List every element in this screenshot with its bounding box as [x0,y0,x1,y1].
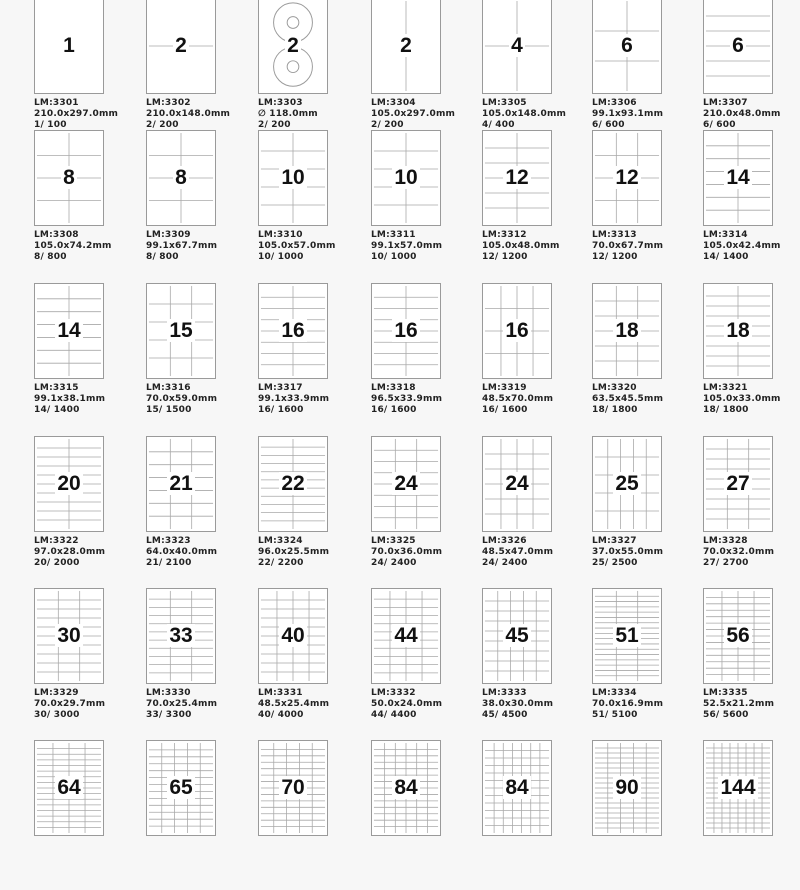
label-sheet-item[interactable] [258,436,366,586]
sheet-details [592,536,663,569]
product-code: LM:3332 [371,688,416,698]
product-code: LM:3328 [703,536,748,546]
sheet-details [258,230,336,263]
labels-per-sheet-count: 22 [281,472,305,495]
labels-per-sheet-count: 14 [57,319,81,342]
sheet-layout-preview [592,283,662,379]
pack-quantity: 51/ 5100 [592,710,638,720]
sheet-details [592,230,663,263]
sheet-details [703,383,781,416]
product-code: LM:3334 [592,688,637,698]
label-sheet-item[interactable] [258,0,366,148]
sheet-layout-preview [258,740,328,836]
sheet-layout-preview [592,0,662,94]
label-sheet-item[interactable] [482,588,590,738]
sheet-details [34,536,105,569]
product-code: LM:3319 [482,383,527,393]
sheet-layout-preview [258,283,328,379]
sheet-details [258,688,329,721]
pack-quantity: 10/ 1000 [371,252,417,262]
label-size: 48.5x70.0mm [482,394,554,404]
cd-label-hole [287,17,299,29]
product-code: LM:3322 [34,536,79,546]
label-size: 70.0x29.7mm [34,699,106,709]
label-sheet-item[interactable] [482,130,590,280]
sheet-layout-preview [146,436,216,532]
label-sheet-item[interactable] [371,283,479,433]
pack-quantity: 16/ 1600 [371,405,417,415]
label-size: 99.1x93.1mm [592,109,664,119]
pack-quantity: 40/ 4000 [258,710,304,720]
pack-quantity: 24/ 2400 [482,558,528,568]
sheet-details [146,536,217,569]
label-size: 105.0x48.0mm [482,241,560,251]
label-size: 96.5x33.9mm [371,394,443,404]
labels-per-sheet-count: 2 [175,34,187,57]
pack-quantity: 33/ 3300 [146,710,192,720]
product-code: LM:3326 [482,536,527,546]
labels-per-sheet-count: 84 [505,776,529,799]
product-code: LM:3308 [34,230,79,240]
product-code: LM:3321 [703,383,748,393]
sheet-layout-preview [146,588,216,684]
sheet-layout-preview [592,436,662,532]
sheet-layout-preview [703,130,773,226]
sheet-details [703,98,781,131]
sheet-details [482,230,560,263]
labels-per-sheet-count: 10 [394,166,418,189]
sheet-details [258,98,318,131]
sheet-layout-preview [703,588,773,684]
labels-per-sheet-count: 30 [57,624,81,647]
label-size: 70.0x25.4mm [146,699,218,709]
label-sheet-item[interactable] [592,130,700,280]
label-size: 210.0x297.0mm [34,109,119,119]
label-sheet-item[interactable] [34,0,142,148]
sheet-layout-preview [703,740,773,836]
label-sheet-item[interactable] [258,588,366,738]
labels-per-sheet-count: 15 [169,319,193,342]
pack-quantity: 14/ 1400 [34,405,80,415]
sheet-details [34,230,112,263]
labels-per-sheet-count: 51 [615,624,639,647]
label-sheet-item[interactable] [592,588,700,738]
sheet-details [371,230,442,263]
sheet-layout-preview [592,740,662,836]
labels-per-sheet-count: 25 [615,472,639,495]
sheet-layout-preview [371,0,441,94]
labels-per-sheet-count: 56 [726,624,750,647]
pack-quantity: 16/ 1600 [258,405,304,415]
sheet-layout-preview [34,283,104,379]
product-code: LM:3330 [146,688,191,698]
labels-per-sheet-count: 6 [732,34,744,57]
sheet-layout-preview [371,588,441,684]
pack-quantity: 22/ 2200 [258,558,304,568]
pack-quantity: 12/ 1200 [592,252,638,262]
label-size: 48.5x47.0mm [482,547,554,557]
sheet-details [703,230,781,263]
label-size: 48.5x25.4mm [258,699,330,709]
pack-quantity: 18/ 1800 [592,405,638,415]
sheet-layout-preview [258,436,328,532]
labels-per-sheet-count: 90 [615,776,639,799]
label-sheet-item[interactable] [146,283,254,433]
product-code: LM:3309 [146,230,191,240]
labels-per-sheet-count: 144 [720,776,756,799]
label-sheet-item[interactable] [258,130,366,280]
pack-quantity: 25/ 2500 [592,558,638,568]
product-code: LM:3311 [371,230,416,240]
sheet-layout-preview [146,130,216,226]
label-sheet-item[interactable] [703,436,800,586]
sheet-details [146,230,217,263]
sheet-details [146,98,230,131]
label-sheet-item[interactable] [34,130,142,280]
sheet-details [592,98,663,131]
labels-per-sheet-count: 10 [281,166,305,189]
labels-per-sheet-count: 6 [621,34,633,57]
sheet-details [592,383,663,416]
label-size: 50.0x24.0mm [371,699,443,709]
label-sheet-item[interactable] [482,0,590,148]
product-code: LM:3306 [592,98,637,108]
sheet-layout-preview [371,436,441,532]
product-code: LM:3333 [482,688,527,698]
label-size: 70.0x67.7mm [592,241,664,251]
sheet-details [703,688,774,721]
sheet-details [592,688,663,721]
pack-quantity: 24/ 2400 [371,558,417,568]
labels-per-sheet-count: 4 [511,34,523,57]
product-code: LM:3313 [592,230,637,240]
sheet-layout-preview [258,588,328,684]
cd-label-hole [287,61,299,73]
pack-quantity: 2/ 200 [146,120,179,130]
sheet-layout-preview [258,0,328,94]
sheet-details [146,688,217,721]
label-sheet-item[interactable] [146,436,254,586]
labels-per-sheet-count: 16 [394,319,418,342]
sheet-details [482,688,553,721]
sheet-layout-preview [258,130,328,226]
product-code: LM:3314 [703,230,748,240]
labels-per-sheet-count: 8 [63,166,75,189]
sheet-details [371,536,442,569]
label-sheet-item[interactable] [482,740,590,890]
pack-quantity: 10/ 1000 [258,252,304,262]
pack-quantity: 16/ 1600 [482,405,528,415]
labels-per-sheet-count: 21 [169,472,193,495]
labels-per-sheet-count: 45 [505,624,529,647]
label-size: 37.0x55.0mm [592,547,664,557]
labels-per-sheet-count: 70 [281,776,305,799]
labels-per-sheet-count: 18 [615,319,639,342]
label-size: 210.0x148.0mm [146,109,231,119]
labels-per-sheet-count: 24 [394,472,418,495]
sheet-details [371,383,442,416]
labels-per-sheet-count: 16 [505,319,529,342]
labels-per-sheet-count: 12 [505,166,529,189]
product-code: LM:3304 [371,98,416,108]
sheet-layout-preview [146,0,216,94]
sheet-layout-preview [34,588,104,684]
pack-quantity: 15/ 1500 [146,405,192,415]
label-sheet-item[interactable] [592,436,700,586]
sheet-layout-preview [371,740,441,836]
label-size: 70.0x32.0mm [703,547,775,557]
product-code: LM:3305 [482,98,527,108]
pack-quantity: 14/ 1400 [703,252,749,262]
labels-per-sheet-count: 2 [287,34,299,57]
sheet-layout-preview [703,283,773,379]
pack-quantity: 45/ 4500 [482,710,528,720]
product-code: LM:3312 [482,230,527,240]
sheet-layout-preview [482,436,552,532]
pack-quantity: 20/ 2000 [34,558,80,568]
pack-quantity: 30/ 3000 [34,710,80,720]
label-size: 70.0x16.9mm [592,699,664,709]
product-code: LM:3327 [592,536,637,546]
label-sheet-item[interactable] [592,0,700,148]
product-code: LM:3323 [146,536,191,546]
pack-quantity: 1/ 100 [34,120,67,130]
label-sheet-item[interactable] [592,740,700,890]
sheet-details [482,98,566,131]
label-sheet-item[interactable] [34,588,142,738]
product-code: LM:3320 [592,383,637,393]
label-sheet-item[interactable] [34,740,142,890]
product-code: LM:3324 [258,536,303,546]
pack-quantity: 8/ 800 [34,252,67,262]
label-size: 63.5x45.5mm [592,394,664,404]
pack-quantity: 12/ 1200 [482,252,528,262]
sheet-details [482,383,553,416]
label-size: 105.0x148.0mm [482,109,567,119]
labels-per-sheet-count: 24 [505,472,529,495]
pack-quantity: 18/ 1800 [703,405,749,415]
label-size: 105.0x33.0mm [703,394,781,404]
label-sheet-item[interactable] [703,283,800,433]
label-sheet-item[interactable] [371,130,479,280]
sheet-layout-preview [34,740,104,836]
sheet-layout-preview [703,0,773,94]
label-sheet-item[interactable] [703,0,800,148]
label-size: 96.0x25.5mm [258,547,330,557]
label-size: 70.0x36.0mm [371,547,443,557]
label-sheet-item[interactable] [371,436,479,586]
pack-quantity: 2/ 200 [371,120,404,130]
sheet-layout-preview [592,130,662,226]
product-code: LM:3335 [703,688,748,698]
labels-per-sheet-count: 44 [394,624,418,647]
sheet-layout-preview [592,588,662,684]
labels-per-sheet-count: 64 [57,776,81,799]
sheet-layout-preview [482,0,552,94]
sheet-layout-preview [146,740,216,836]
label-size: 64.0x40.0mm [146,547,218,557]
label-sheet-item[interactable] [146,588,254,738]
label-sheet-item[interactable] [258,283,366,433]
sheet-details [34,98,118,131]
pack-quantity: 21/ 2100 [146,558,192,568]
product-code: LM:3307 [703,98,748,108]
sheet-details [482,536,553,569]
label-size: 210.0x48.0mm [703,109,781,119]
sheet-layout-preview [482,130,552,226]
label-size: 105.0x57.0mm [258,241,336,251]
pack-quantity: 6/ 600 [703,120,736,130]
sheet-layout-preview [703,436,773,532]
product-code: LM:3331 [258,688,303,698]
sheet-layout-preview [34,130,104,226]
label-size: 105.0x74.2mm [34,241,112,251]
labels-per-sheet-count: 27 [726,472,750,495]
sheet-details [34,688,105,721]
label-sheet-item[interactable] [703,588,800,738]
labels-per-sheet-count: 65 [169,776,193,799]
sheet-details [703,536,774,569]
label-size: ∅ 118.0mm [258,109,318,119]
sheet-details [371,688,442,721]
sheet-layout-preview [371,283,441,379]
labels-per-sheet-count: 40 [281,624,305,647]
label-sheet-item[interactable] [592,283,700,433]
label-sheet-item[interactable] [482,436,590,586]
sheet-details [34,383,105,416]
labels-per-sheet-count: 33 [169,624,193,647]
product-code: LM:3310 [258,230,303,240]
label-sheet-item[interactable] [258,740,366,890]
pack-quantity: 27/ 2700 [703,558,749,568]
label-size: 99.1x38.1mm [34,394,106,404]
label-sheet-item[interactable] [34,436,142,586]
pack-quantity: 4/ 400 [482,120,515,130]
labels-per-sheet-count: 18 [726,319,750,342]
pack-quantity: 56/ 5600 [703,710,749,720]
product-code: LM:3325 [371,536,416,546]
label-sheet-item[interactable] [371,740,479,890]
labels-per-sheet-count: 14 [726,166,750,189]
label-sheet-item[interactable] [703,740,800,890]
label-sheet-item[interactable] [482,283,590,433]
label-sheet-item[interactable] [146,0,254,148]
product-code: LM:3318 [371,383,416,393]
sheet-details [371,98,455,131]
product-code: LM:3317 [258,383,303,393]
label-sheet-item[interactable] [703,130,800,280]
product-code: LM:3302 [146,98,191,108]
pack-quantity: 8/ 800 [146,252,179,262]
product-code: LM:3329 [34,688,79,698]
pack-quantity: 6/ 600 [592,120,625,130]
product-code: LM:3301 [34,98,79,108]
sheet-details [258,383,329,416]
labels-per-sheet-count: 2 [400,34,412,57]
sheet-layout-preview [34,436,104,532]
labels-per-sheet-count: 1 [63,34,75,57]
label-size: 99.1x33.9mm [258,394,330,404]
label-size: 99.1x67.7mm [146,241,218,251]
label-size: 99.1x57.0mm [371,241,443,251]
sheet-layout-preview [371,130,441,226]
label-size: 52.5x21.2mm [703,699,775,709]
label-size: 105.0x297.0mm [371,109,456,119]
pack-quantity: 44/ 4400 [371,710,417,720]
sheet-layout-preview [482,283,552,379]
label-sheet-item[interactable] [371,588,479,738]
sheet-details [258,536,329,569]
sheet-details [146,383,217,416]
labels-per-sheet-count: 12 [615,166,639,189]
label-sheet-item[interactable] [146,740,254,890]
label-size: 70.0x59.0mm [146,394,218,404]
label-sheet-item[interactable] [34,283,142,433]
sheet-layout-preview [146,283,216,379]
sheet-layout-preview [34,0,104,94]
product-code: LM:3303 [258,98,303,108]
labels-per-sheet-count: 16 [281,319,305,342]
labels-per-sheet-count: 84 [394,776,418,799]
product-code: LM:3315 [34,383,79,393]
label-size: 97.0x28.0mm [34,547,106,557]
labels-per-sheet-count: 8 [175,166,187,189]
product-code: LM:3316 [146,383,191,393]
pack-quantity: 2/ 200 [258,120,291,130]
label-sheet-item[interactable] [371,0,479,148]
sheet-layout-preview [482,588,552,684]
sheet-layout-preview [482,740,552,836]
labels-per-sheet-count: 20 [57,472,81,495]
label-size: 105.0x42.4mm [703,241,781,251]
label-sheet-item[interactable] [146,130,254,280]
label-size: 38.0x30.0mm [482,699,554,709]
